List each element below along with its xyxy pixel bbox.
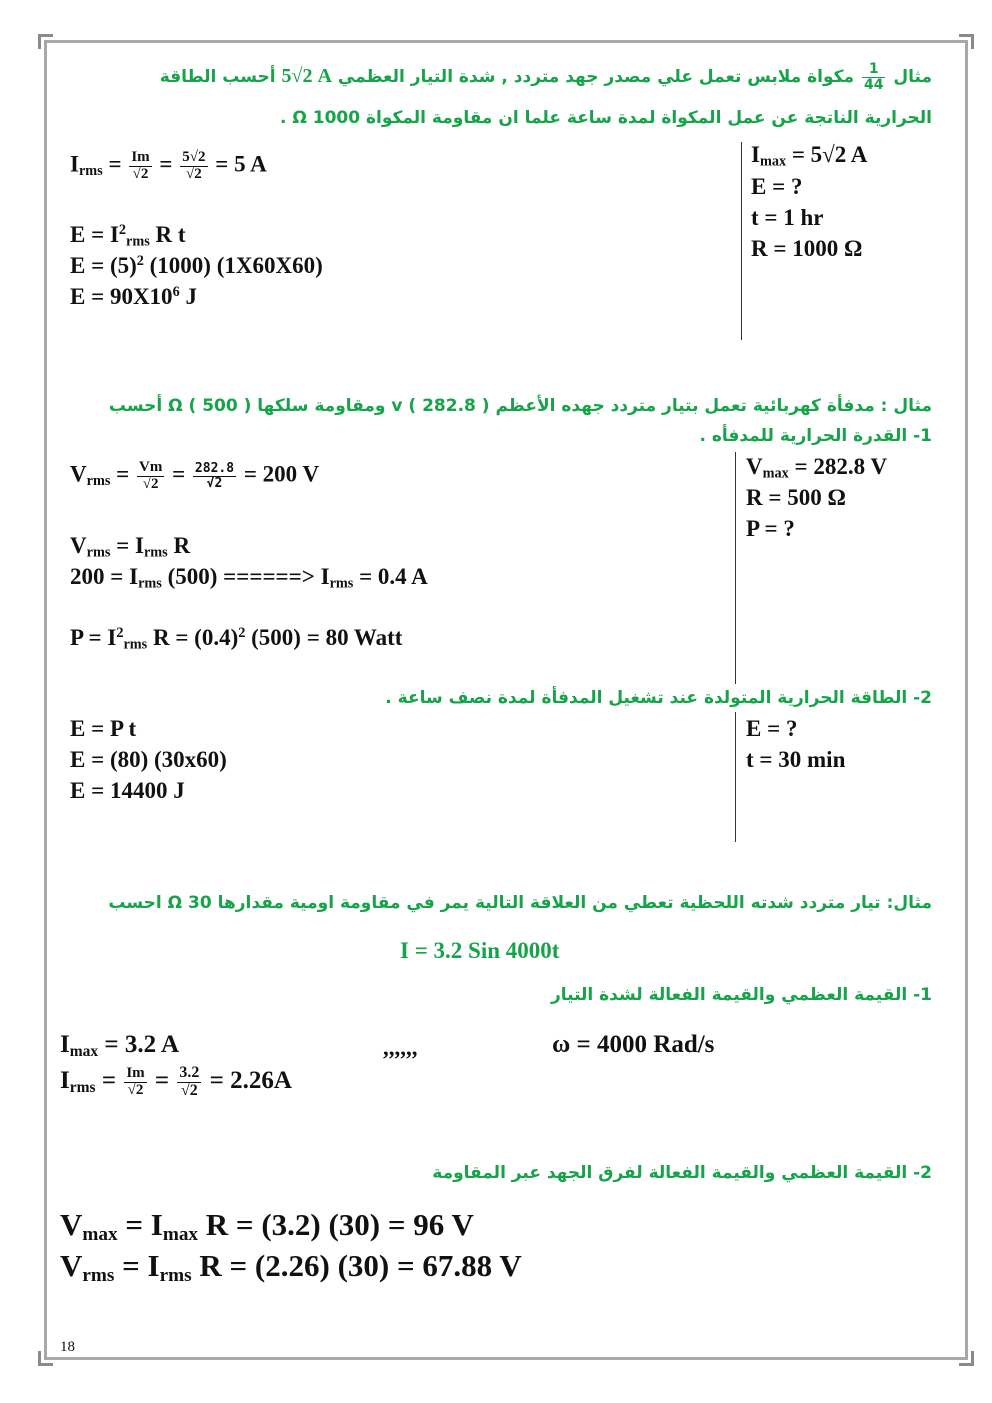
text: I	[60, 1031, 70, 1058]
border-corner	[38, 1351, 53, 1366]
text: R = (0.4)	[147, 625, 239, 650]
ex1-fraction	[862, 62, 885, 92]
page-number: 18	[60, 1339, 75, 1355]
ex1-imax-value: 5√2 A	[281, 65, 332, 88]
ex3-question-line1: مثال: تيار متردد شدته اللحظية تعطي من العلاقة التالية يمر في مقاومة اومية مقدارها Ω 30 احسب	[108, 893, 932, 913]
ex2-irms-solve	[70, 564, 428, 593]
text: I	[751, 142, 760, 167]
ex1-given-imax	[751, 142, 867, 171]
text: R	[167, 533, 191, 558]
border-corner	[959, 1351, 974, 1366]
frac-num: Im	[126, 1065, 145, 1082]
text: = 0.4 A	[353, 564, 428, 589]
ex3-vmax	[60, 1207, 474, 1246]
frac-den: √2	[206, 475, 223, 491]
text: V	[60, 1248, 83, 1283]
text: R t	[149, 222, 186, 247]
ex1-given-item: R = 1000 Ω	[751, 236, 863, 261]
ex1-given-item: t = 1 hr	[751, 205, 824, 230]
fraction	[177, 1065, 201, 1100]
ex1-label: مثال	[893, 67, 932, 88]
ex2-question-line1: مثال : مدفأة كهربائية تعمل بتيار متردد جهده الأعظم v ( 282.8 ) ومقاومة سلكها Ω ( 500 ) أحسب	[108, 396, 932, 416]
text: (1000) (1X60X60)	[143, 253, 323, 278]
ex2-power-result	[70, 625, 402, 654]
ex2-part2-line: E = (80) (30x60)	[70, 747, 227, 772]
ex3-omega: ω = 4000 Rad/s	[552, 1031, 715, 1058]
subscript: max	[82, 1223, 118, 1245]
frac-den: √2	[127, 1081, 144, 1098]
text: V	[70, 533, 87, 558]
text: I	[60, 1067, 70, 1095]
subscript: rms	[126, 233, 150, 250]
text: = I	[110, 533, 144, 558]
symbol: I	[70, 151, 79, 177]
subscript: max	[762, 465, 789, 482]
ex3-separator: ,,,,,,	[383, 1035, 418, 1060]
text: J	[179, 284, 197, 309]
ex3-irms-equation: $I_{rms}$ = $\frac{Im}{√2}$ = $\frac{3.2}{√2}$ = 2.26A	[60, 1064, 292, 1099]
given-divider	[735, 712, 736, 842]
border-corner	[959, 34, 974, 49]
subscript: rms	[143, 544, 168, 561]
frac-num: 282.8	[194, 461, 235, 477]
superscript: 2	[116, 625, 124, 642]
text: = 282.8 V	[788, 454, 888, 479]
frac-num: Vm	[138, 459, 163, 475]
ex3-vrms	[60, 1248, 522, 1287]
ex3-part2-heading: 2- القيمة العظمي والقيمة الفعالة لفرق الجهد عبر المقاومة	[432, 1163, 932, 1183]
ex2-vrms-equation: $V_{rms}$ = $\frac{Vm}{√2}$ = $\frac{282.8}{√2}$ = 200 V	[70, 459, 320, 492]
given-divider	[741, 142, 742, 340]
result: = 5 A	[215, 151, 267, 177]
text: R = (3.2) (30) = 96 V	[198, 1207, 474, 1242]
frac-den: √2	[132, 165, 149, 182]
ex1-given-item: E = ?	[751, 174, 803, 199]
text: = I	[117, 1207, 163, 1242]
text: P = I	[70, 625, 117, 650]
subscript: rms	[123, 636, 148, 653]
frac-num: Im	[131, 149, 150, 165]
border-corner	[38, 34, 53, 49]
subscript: max	[69, 1042, 99, 1060]
text: = 5√2 A	[786, 142, 868, 167]
ex1-question-line1	[160, 62, 932, 92]
ex2-part2-line: E = 14400 J	[70, 778, 185, 803]
text: = I	[114, 1248, 160, 1283]
text: E = 90X10	[70, 284, 173, 309]
given-divider	[735, 452, 736, 684]
subscript: max	[162, 1223, 199, 1245]
ex1-energy-formula	[70, 222, 186, 251]
text: E = (5)	[70, 253, 137, 278]
ex1-frac-num: 1	[862, 62, 885, 78]
subscript: rms	[78, 163, 103, 180]
text: (500) = 80 Watt	[245, 625, 403, 650]
subscript: rms	[82, 1264, 115, 1286]
ex3-equation: I = 3.2 Sin 4000t	[400, 938, 560, 963]
frac-den: √2	[181, 1081, 198, 1099]
ex2-given-vmax	[746, 454, 887, 483]
text: 200 = I	[70, 564, 139, 589]
text: E = I	[70, 222, 119, 247]
ex1-frac-den: 44	[863, 76, 884, 93]
ex1-question-line2: الحرارية الناتجة عن عمل المكواة لمدة ساعة علما ان مقاومة المكواة 1000 Ω .	[279, 108, 932, 128]
fraction	[124, 1066, 146, 1099]
subscript: rms	[86, 473, 111, 490]
ex1-text-end: أحسب الطاقة	[159, 67, 276, 88]
frac-num: 3.2	[179, 1064, 200, 1081]
subscript: max	[759, 153, 787, 170]
ex2-part2-line: E = P t	[70, 716, 137, 741]
ex1-irms-equation: $I_{rms}$ = $\frac{Im}{√2}$ = $\frac{5√2}{√2}$ = 5 A	[70, 149, 267, 182]
ex1-text: مكواة ملابس تعمل علي مصدر جهد متردد , شدة التيار العظمي	[337, 67, 855, 88]
superscript: 6	[172, 284, 180, 301]
text: V	[746, 454, 763, 479]
ex2-ohm-law	[70, 533, 190, 562]
ex1-energy-substitution	[70, 253, 323, 279]
result: = 2.26A	[209, 1067, 292, 1095]
ex2-part2-heading: 2- الطاقة الحرارية المتولدة عند تشغيل المدفأة لمدة نصف ساعة .	[385, 688, 932, 708]
fraction	[180, 150, 207, 183]
superscript: 2	[118, 222, 127, 239]
text: R = (2.26) (30) = 67.88 V	[191, 1248, 522, 1283]
frac-den: √2	[186, 165, 202, 182]
ex2-part2-given: E = ?	[746, 716, 798, 741]
subscript: rms	[329, 575, 354, 592]
subscript: rms	[69, 1078, 96, 1096]
subscript: rms	[138, 575, 162, 592]
text: (500) ======> I	[161, 564, 330, 589]
text: = 3.2 A	[98, 1031, 180, 1058]
result: = 200 V	[243, 461, 320, 487]
ex2-part2-given: t = 30 min	[746, 747, 846, 772]
fraction	[129, 150, 151, 183]
superscript: 2	[136, 253, 144, 270]
text: V	[60, 1207, 83, 1242]
fraction	[193, 462, 236, 490]
ex1-energy-result	[70, 284, 197, 310]
fraction	[137, 460, 164, 493]
ex3-part1-heading: 1- القيمة العظمي والقيمة الفعالة لشدة التيار	[550, 985, 932, 1005]
ex2-part1-heading: 1- القدرة الحرارية للمدفأه .	[699, 426, 932, 446]
subscript: rms	[159, 1264, 192, 1286]
ex2-given-item: P = ?	[746, 516, 795, 541]
superscript: 2	[238, 625, 246, 642]
ex2-given-item: R = 500 Ω	[746, 485, 846, 510]
frac-num: 5√2	[182, 149, 206, 165]
ex3-imax	[60, 1031, 179, 1061]
subscript: rms	[86, 544, 111, 561]
frac-den: √2	[142, 475, 159, 492]
